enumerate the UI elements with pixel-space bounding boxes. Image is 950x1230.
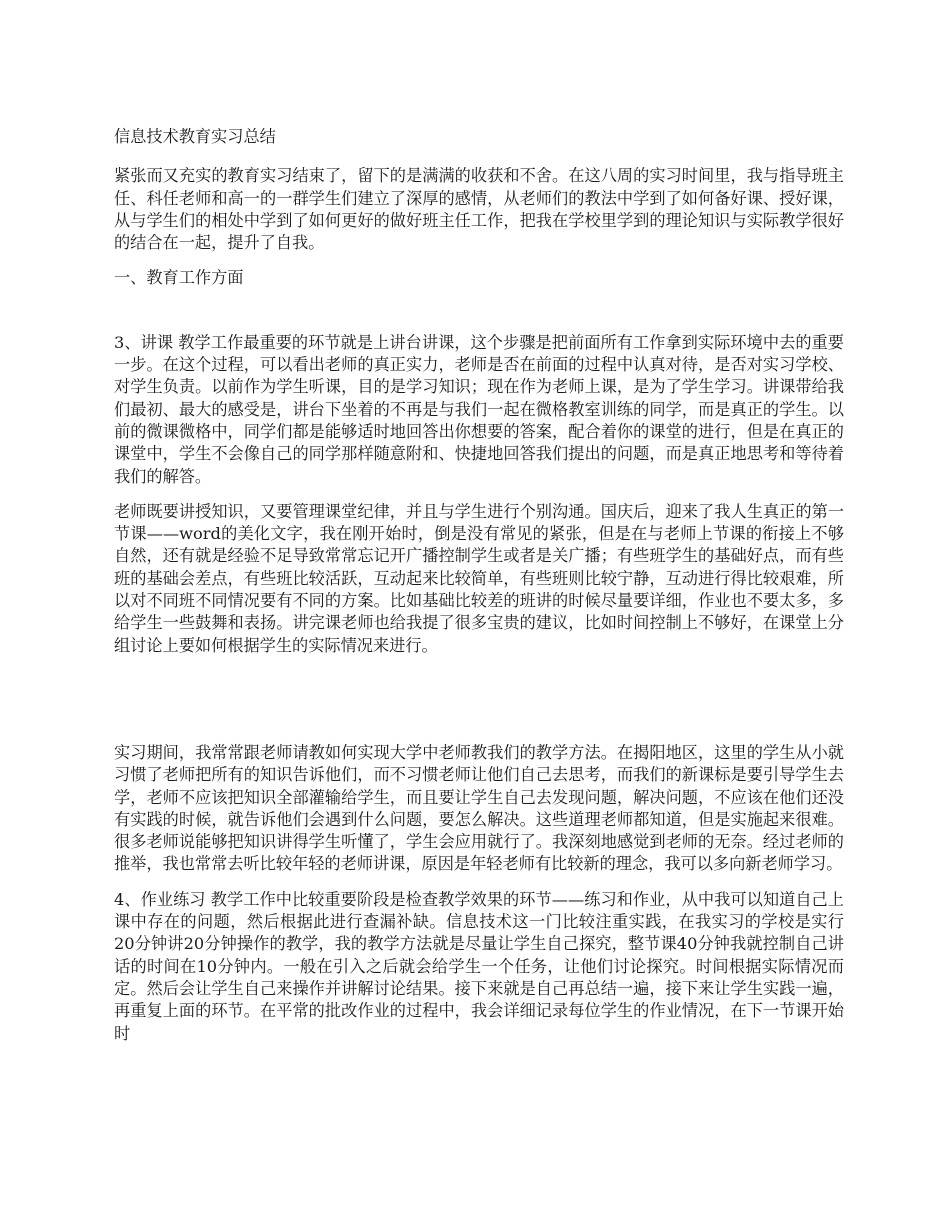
paragraph-lecturing: 3、讲课 教学工作最重要的环节就是上讲台讲课，这个步骤是把前面所有工作拿到实际环境中去的重要一步。在这个过程，可以看出老师的真正实力，老师是否在前面的过程中认真对待，是否对实习学校、对学生负责。以前作为学生听课，目的是学习知识；现在作为老师上课，是为了学生学习。讲课带给我们最初、最大的感受是，讲台下坐着的不再是与我们一起在微格教室训练的同学，而是真正的学生。以前的微课微格中，同学们都是能够适时地回答出你想要的答案，配合着你的课堂的进行，但是在真正的课堂中，学生不会像自己的同学那样随意附和、快捷地回答我们提出的问题，而是真正地思考和等待着我们的解答。 (114, 332, 844, 486)
blank-space (114, 670, 844, 742)
paragraph-homework: 4、作业练习 教学工作中比较重要阶段是检查教学效果的环节——练习和作业，从中我可以知道自己上课中存在的问题，然后根据此进行查漏补缺。信息技术这一门比较注重实践，在我实习的学校是实行20分钟讲20分钟操作的教学，我的教学方法就是尽量让学生自己探究，整节课40分钟我就控制自己讲话的时间在10分钟内。一般在引入之后就会给学生一个任务，让他们讨论探究。时间根据实际情况而定。然后会让学生自己来操作并讲解讨论结果。接下来就是自己再总结一遍，接下来让学生实践一遍，再重复上面的环节。在平常的批改作业的过程中，我会详细记录每位学生的作业情况，在下一节课开始时 (114, 889, 844, 1043)
document-title: 信息技术教育实习总结 (114, 127, 276, 146)
section-heading: 一、教育工作方面 (114, 268, 244, 288)
blank-space (114, 290, 844, 332)
intro-paragraph: 紧张而又充实的教育实习结束了，留下的是满满的收获和不舍。在这八周的实习时间里，我与指导班主任、科任老师和高一的一群学生们建立了深厚的感情，从老师们的教法中学到了如何备好课、授好课，从与学生们的相处中学到了如何更好的做好班主任工作，把我在学校里学到的理论知识与实际教学很好的结合在一起，提升了自我。 (114, 166, 844, 253)
document-body (114, 126, 844, 1058)
paragraph-teaching-methods: 实习期间，我常常跟老师请教如何实现大学中老师教我们的教学方法。在揭阳地区，这里的学生从小就习惯了老师把所有的知识告诉他们，而不习惯老师让他们自己去思考，而我们的新课标是要引导学生去学，老师不应该把知识全部灌输给学生，而且要让学生自己去发现问题，解决问题，不应该在他们还没有实践的时候，就告诉他们会遇到什么问题，要怎么解决。这些道理老师都知道，但是实施起来很难。很多老师说能够把知识讲得学生听懂了，学生会应用就行了。我深刻地感觉到老师的无奈。经过老师的推举，我也常常去听比较年轻的老师讲课，原因是年轻老师有比较新的理念，我可以多向新老师学习。 (114, 742, 844, 874)
paragraph-first-lesson: 老师既要讲授知识，又要管理课堂纪律，并且与学生进行个别沟通。国庆后，迎来了我人生真正的第一节课——word的美化文字，我在刚开始时，倒是没有常见的紧张，但是在与老师上节课的衔接上不够自然，还有就是经验不足导致常常忘记开广播控制学生或者是关广播；有些班学生的基础好点，而有些班的基础会差点，有些班比较活跃，互动起来比较简单，有些班则比较宁静，互动进行得比较艰难，所以对不同班不同情况要有不同的方案。比如基础比较差的班讲的时候尽量要详细，作业也不要太多，多给学生一些鼓舞和表扬。讲完课老师也给我提了很多宝贵的建议，比如时间控制上不够好，在课堂上分组讨论上要如何根据学生的实际情况来进行。 (114, 501, 844, 655)
